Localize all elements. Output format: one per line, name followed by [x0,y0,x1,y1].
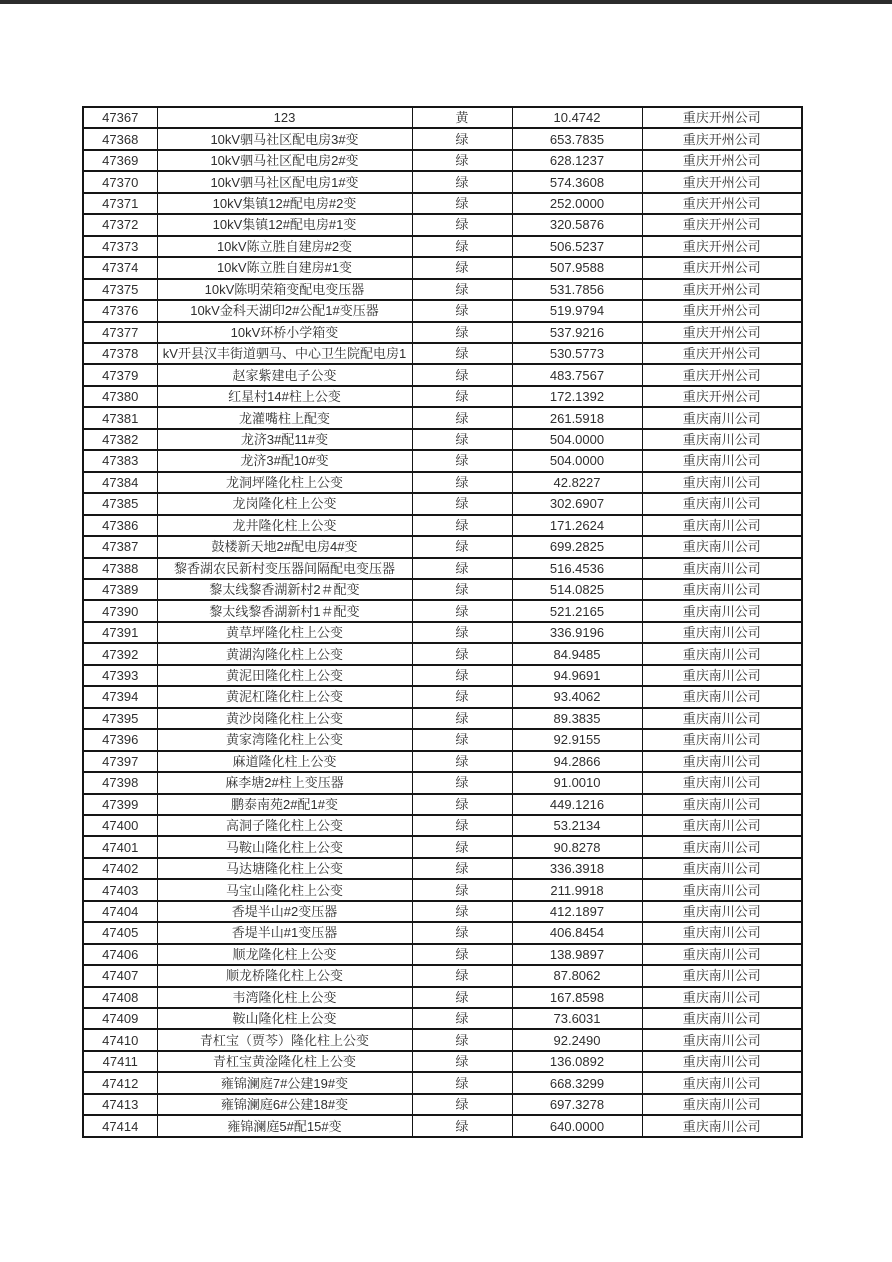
row-id-cell: 47408 [83,987,157,1008]
status-flag-cell: 绿 [412,879,512,900]
status-flag-cell: 绿 [412,236,512,257]
company-cell: 重庆南川公司 [642,1072,802,1093]
row-id-cell: 47406 [83,944,157,965]
value-cell: 302.6907 [512,493,642,514]
status-flag-cell: 绿 [412,579,512,600]
table-row [83,171,802,192]
row-id-cell: 47371 [83,193,157,214]
row-id-cell: 47383 [83,450,157,471]
status-flag-cell: 绿 [412,708,512,729]
device-name-cell: kV开县汉丰街道驷马、中心卫生院配电房1 [157,343,412,364]
status-flag-cell: 黄 [412,107,512,128]
company-cell: 重庆南川公司 [642,536,802,557]
company-cell: 重庆南川公司 [642,665,802,686]
row-id-cell: 47401 [83,836,157,857]
row-id-cell: 47407 [83,965,157,986]
status-flag-cell: 绿 [412,257,512,278]
value-cell: 449.1216 [512,794,642,815]
table-row [83,944,802,965]
device-name-cell: 韦湾隆化柱上公变 [157,987,412,1008]
company-cell: 重庆南川公司 [642,600,802,621]
status-flag-cell: 绿 [412,794,512,815]
value-cell: 84.9485 [512,643,642,664]
status-flag-cell: 绿 [412,364,512,385]
row-id-cell: 47368 [83,128,157,149]
table-row [83,836,802,857]
device-name-cell: 黄沙岗隆化柱上公变 [157,708,412,729]
value-cell: 172.1392 [512,386,642,407]
company-cell: 重庆南川公司 [642,472,802,493]
company-cell: 重庆南川公司 [642,794,802,815]
company-cell: 重庆南川公司 [642,708,802,729]
table-row [83,815,802,836]
status-flag-cell: 绿 [412,686,512,707]
device-name-cell: 10kV陈明荣箱变配电变压器 [157,279,412,300]
company-cell: 重庆开州公司 [642,107,802,128]
row-id-cell: 47403 [83,879,157,900]
table-row [83,965,802,986]
status-flag-cell: 绿 [412,922,512,943]
top-rule-line [0,0,892,4]
device-name-cell: 10kV集镇12#配电房#2变 [157,193,412,214]
device-name-cell: 鹏泰南苑2#配1#变 [157,794,412,815]
table-row [83,558,802,579]
company-cell: 重庆南川公司 [642,1008,802,1029]
row-id-cell: 47399 [83,794,157,815]
status-flag-cell: 绿 [412,772,512,793]
table-row [83,1008,802,1029]
company-cell: 重庆南川公司 [642,858,802,879]
value-cell: 320.5876 [512,214,642,235]
device-name-cell: 黄草坪隆化柱上公变 [157,622,412,643]
table-body [83,107,802,1137]
row-id-cell: 47404 [83,901,157,922]
company-cell: 重庆南川公司 [642,944,802,965]
value-cell: 91.0010 [512,772,642,793]
value-cell: 628.1237 [512,150,642,171]
device-name-cell: 麻道隆化柱上公变 [157,751,412,772]
row-id-cell: 47410 [83,1029,157,1050]
device-name-cell: 顺龙桥隆化柱上公变 [157,965,412,986]
value-cell: 167.8598 [512,987,642,1008]
device-name-cell: 鼓楼新天地2#配电房4#变 [157,536,412,557]
status-flag-cell: 绿 [412,665,512,686]
value-cell: 537.9216 [512,322,642,343]
device-name-cell: 香堤半山#1变压器 [157,922,412,943]
row-id-cell: 47373 [83,236,157,257]
table-row [83,364,802,385]
row-id-cell: 47411 [83,1051,157,1072]
table-row [83,472,802,493]
table-row [83,536,802,557]
device-name-cell: 10kV驷马社区配电房2#变 [157,150,412,171]
device-name-cell: 10kV陈立胜自建房#1变 [157,257,412,278]
device-name-cell: 龙井隆化柱上公变 [157,515,412,536]
table-row [83,515,802,536]
row-id-cell: 47372 [83,214,157,235]
status-flag-cell: 绿 [412,322,512,343]
device-name-cell: 龙济3#配10#变 [157,450,412,471]
company-cell: 重庆开州公司 [642,322,802,343]
status-flag-cell: 绿 [412,150,512,171]
table-row [83,987,802,1008]
device-name-cell: 顺龙隆化柱上公变 [157,944,412,965]
device-name-cell: 雍锦澜庭7#公建19#变 [157,1072,412,1093]
company-cell: 重庆开州公司 [642,386,802,407]
value-cell: 94.9691 [512,665,642,686]
device-name-cell: 10kV陈立胜自建房#2变 [157,236,412,257]
table-row [83,772,802,793]
row-id-cell: 47369 [83,150,157,171]
status-flag-cell: 绿 [412,1115,512,1137]
device-name-cell: 黄家湾隆化柱上公变 [157,729,412,750]
row-id-cell: 47374 [83,257,157,278]
status-flag-cell: 绿 [412,1072,512,1093]
row-id-cell: 47405 [83,922,157,943]
table-row [83,579,802,600]
table-row [83,686,802,707]
value-cell: 653.7835 [512,128,642,149]
company-cell: 重庆南川公司 [642,922,802,943]
row-id-cell: 47397 [83,751,157,772]
device-name-cell: 黎太线黎香湖新村1＃配变 [157,600,412,621]
value-cell: 504.0000 [512,429,642,450]
value-cell: 514.0825 [512,579,642,600]
company-cell: 重庆南川公司 [642,815,802,836]
status-flag-cell: 绿 [412,558,512,579]
status-flag-cell: 绿 [412,858,512,879]
value-cell: 697.3278 [512,1094,642,1115]
row-id-cell: 47409 [83,1008,157,1029]
status-flag-cell: 绿 [412,515,512,536]
device-name-cell: 马鞍山隆化柱上公变 [157,836,412,857]
status-flag-cell: 绿 [412,536,512,557]
status-flag-cell: 绿 [412,643,512,664]
company-cell: 重庆开州公司 [642,343,802,364]
value-cell: 504.0000 [512,450,642,471]
device-name-cell: 龙岗隆化柱上公变 [157,493,412,514]
device-name-cell: 黎太线黎香湖新村2＃配变 [157,579,412,600]
device-name-cell: 龙济3#配11#变 [157,429,412,450]
value-cell: 668.3299 [512,1072,642,1093]
row-id-cell: 47396 [83,729,157,750]
status-flag-cell: 绿 [412,214,512,235]
table-row [83,622,802,643]
table-row [83,600,802,621]
table-row [83,128,802,149]
company-cell: 重庆南川公司 [642,407,802,428]
company-cell: 重庆南川公司 [642,493,802,514]
row-id-cell: 47382 [83,429,157,450]
table-row [83,279,802,300]
device-name-cell: 雍锦澜庭5#配15#变 [157,1115,412,1137]
table-row [83,150,802,171]
status-flag-cell: 绿 [412,836,512,857]
value-cell: 336.3918 [512,858,642,879]
value-cell: 521.2165 [512,600,642,621]
value-cell: 252.0000 [512,193,642,214]
table-row [83,922,802,943]
row-id-cell: 47377 [83,322,157,343]
table-row [83,665,802,686]
company-cell: 重庆开州公司 [642,214,802,235]
transformer-data-table [82,106,803,1138]
company-cell: 重庆开州公司 [642,257,802,278]
table-row [83,107,802,128]
row-id-cell: 47375 [83,279,157,300]
table-row [83,322,802,343]
value-cell: 519.9794 [512,300,642,321]
company-cell: 重庆开州公司 [642,300,802,321]
status-flag-cell: 绿 [412,128,512,149]
row-id-cell: 47390 [83,600,157,621]
company-cell: 重庆开州公司 [642,193,802,214]
value-cell: 90.8278 [512,836,642,857]
value-cell: 171.2624 [512,515,642,536]
status-flag-cell: 绿 [412,493,512,514]
status-flag-cell: 绿 [412,901,512,922]
company-cell: 重庆南川公司 [642,622,802,643]
table-container [82,106,801,1138]
table-row [83,236,802,257]
row-id-cell: 47367 [83,107,157,128]
device-name-cell: 高洞子隆化柱上公变 [157,815,412,836]
row-id-cell: 47381 [83,407,157,428]
value-cell: 42.8227 [512,472,642,493]
company-cell: 重庆南川公司 [642,987,802,1008]
row-id-cell: 47402 [83,858,157,879]
value-cell: 483.7567 [512,364,642,385]
company-cell: 重庆南川公司 [642,1051,802,1072]
value-cell: 92.2490 [512,1029,642,1050]
value-cell: 507.9588 [512,257,642,278]
device-name-cell: 龙洞坪隆化柱上公变 [157,472,412,493]
company-cell: 重庆南川公司 [642,558,802,579]
row-id-cell: 47370 [83,171,157,192]
device-name-cell: 青杠宝（贾芩）隆化柱上公变 [157,1029,412,1050]
device-name-cell: 10kV驷马社区配电房1#变 [157,171,412,192]
status-flag-cell: 绿 [412,987,512,1008]
row-id-cell: 47413 [83,1094,157,1115]
status-flag-cell: 绿 [412,279,512,300]
company-cell: 重庆南川公司 [642,729,802,750]
table-row [83,493,802,514]
row-id-cell: 47384 [83,472,157,493]
row-id-cell: 47394 [83,686,157,707]
company-cell: 重庆南川公司 [642,450,802,471]
value-cell: 87.8062 [512,965,642,986]
row-id-cell: 47395 [83,708,157,729]
status-flag-cell: 绿 [412,343,512,364]
company-cell: 重庆南川公司 [642,1029,802,1050]
status-flag-cell: 绿 [412,472,512,493]
status-flag-cell: 绿 [412,193,512,214]
value-cell: 92.9155 [512,729,642,750]
row-id-cell: 47376 [83,300,157,321]
table-row [83,1072,802,1093]
value-cell: 412.1897 [512,901,642,922]
device-name-cell: 10kV金科天湖印2#公配1#变压器 [157,300,412,321]
table-row [83,257,802,278]
value-cell: 10.4742 [512,107,642,128]
value-cell: 261.5918 [512,407,642,428]
company-cell: 重庆开州公司 [642,128,802,149]
value-cell: 89.3835 [512,708,642,729]
value-cell: 640.0000 [512,1115,642,1137]
value-cell: 94.2866 [512,751,642,772]
value-cell: 516.4536 [512,558,642,579]
company-cell: 重庆南川公司 [642,515,802,536]
device-name-cell: 黄泥杠隆化柱上公变 [157,686,412,707]
value-cell: 136.0892 [512,1051,642,1072]
table-row [83,879,802,900]
table-row [83,429,802,450]
device-name-cell: 黄泥田隆化柱上公变 [157,665,412,686]
row-id-cell: 47414 [83,1115,157,1137]
device-name-cell: 马宝山隆化柱上公变 [157,879,412,900]
table-row [83,1029,802,1050]
value-cell: 336.9196 [512,622,642,643]
device-name-cell: 赵家紫建电子公变 [157,364,412,385]
company-cell: 重庆南川公司 [642,579,802,600]
table-row [83,794,802,815]
company-cell: 重庆南川公司 [642,686,802,707]
device-name-cell: 123 [157,107,412,128]
company-cell: 重庆开州公司 [642,150,802,171]
status-flag-cell: 绿 [412,729,512,750]
company-cell: 重庆南川公司 [642,772,802,793]
company-cell: 重庆开州公司 [642,171,802,192]
row-id-cell: 47398 [83,772,157,793]
row-id-cell: 47379 [83,364,157,385]
status-flag-cell: 绿 [412,815,512,836]
value-cell: 138.9897 [512,944,642,965]
device-name-cell: 10kV环桥小学箱变 [157,322,412,343]
row-id-cell: 47387 [83,536,157,557]
status-flag-cell: 绿 [412,622,512,643]
value-cell: 53.2134 [512,815,642,836]
row-id-cell: 47391 [83,622,157,643]
table-row [83,1094,802,1115]
value-cell: 93.4062 [512,686,642,707]
status-flag-cell: 绿 [412,965,512,986]
row-id-cell: 47380 [83,386,157,407]
value-cell: 406.8454 [512,922,642,943]
company-cell: 重庆南川公司 [642,643,802,664]
table-row [83,751,802,772]
row-id-cell: 47386 [83,515,157,536]
company-cell: 重庆开州公司 [642,279,802,300]
table-row [83,193,802,214]
row-id-cell: 47389 [83,579,157,600]
row-id-cell: 47412 [83,1072,157,1093]
company-cell: 重庆开州公司 [642,236,802,257]
value-cell: 506.5237 [512,236,642,257]
device-name-cell: 红星村14#柱上公变 [157,386,412,407]
status-flag-cell: 绿 [412,1094,512,1115]
table-row [83,729,802,750]
table-row [83,450,802,471]
table-row [83,214,802,235]
company-cell: 重庆南川公司 [642,1094,802,1115]
company-cell: 重庆南川公司 [642,1115,802,1137]
value-cell: 211.9918 [512,879,642,900]
status-flag-cell: 绿 [412,429,512,450]
table-row [83,708,802,729]
value-cell: 530.5773 [512,343,642,364]
table-row [83,1051,802,1072]
device-name-cell: 麻李塘2#柱上变压器 [157,772,412,793]
status-flag-cell: 绿 [412,600,512,621]
company-cell: 重庆南川公司 [642,836,802,857]
device-name-cell: 青杠宝黄淦隆化柱上公变 [157,1051,412,1072]
row-id-cell: 47393 [83,665,157,686]
status-flag-cell: 绿 [412,171,512,192]
device-name-cell: 雍锦澜庭6#公建18#变 [157,1094,412,1115]
device-name-cell: 鞍山隆化柱上公变 [157,1008,412,1029]
company-cell: 重庆南川公司 [642,879,802,900]
row-id-cell: 47400 [83,815,157,836]
status-flag-cell: 绿 [412,407,512,428]
value-cell: 699.2825 [512,536,642,557]
value-cell: 531.7856 [512,279,642,300]
row-id-cell: 47392 [83,643,157,664]
value-cell: 73.6031 [512,1008,642,1029]
status-flag-cell: 绿 [412,1008,512,1029]
device-name-cell: 10kV集镇12#配电房#1变 [157,214,412,235]
status-flag-cell: 绿 [412,300,512,321]
company-cell: 重庆南川公司 [642,429,802,450]
status-flag-cell: 绿 [412,386,512,407]
row-id-cell: 47378 [83,343,157,364]
status-flag-cell: 绿 [412,1029,512,1050]
table-row [83,901,802,922]
device-name-cell: 黎香湖农民新村变压器间隔配电变压器 [157,558,412,579]
company-cell: 重庆南川公司 [642,751,802,772]
status-flag-cell: 绿 [412,944,512,965]
status-flag-cell: 绿 [412,1051,512,1072]
table-row [83,643,802,664]
table-row [83,300,802,321]
table-row [83,858,802,879]
company-cell: 重庆南川公司 [642,901,802,922]
table-row [83,1115,802,1137]
device-name-cell: 香堤半山#2变压器 [157,901,412,922]
company-cell: 重庆南川公司 [642,965,802,986]
table-row [83,407,802,428]
value-cell: 574.3608 [512,171,642,192]
status-flag-cell: 绿 [412,450,512,471]
device-name-cell: 马达塘隆化柱上公变 [157,858,412,879]
device-name-cell: 龙灌嘴柱上配变 [157,407,412,428]
row-id-cell: 47388 [83,558,157,579]
device-name-cell: 10kV驷马社区配电房3#变 [157,128,412,149]
row-id-cell: 47385 [83,493,157,514]
table-row [83,386,802,407]
status-flag-cell: 绿 [412,751,512,772]
device-name-cell: 黄湖沟隆化柱上公变 [157,643,412,664]
company-cell: 重庆开州公司 [642,364,802,385]
table-row [83,343,802,364]
